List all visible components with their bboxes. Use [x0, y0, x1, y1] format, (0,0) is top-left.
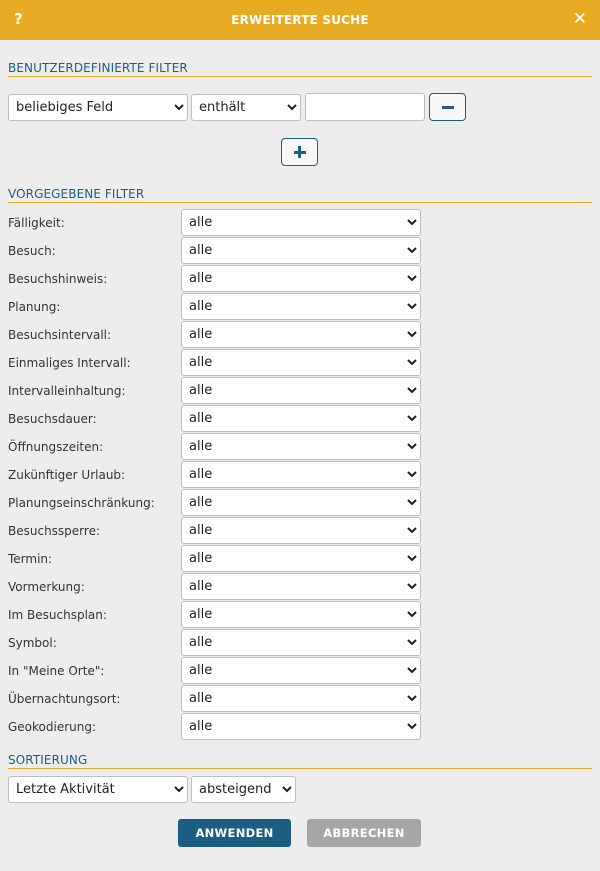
- filter-row: [0, 237, 600, 265]
- filter-row: [0, 461, 600, 489]
- help-icon[interactable]: ?: [14, 10, 23, 28]
- filter-row: [0, 573, 600, 601]
- filter-select[interactable]: [181, 461, 421, 488]
- filter-row: [0, 405, 600, 433]
- filter-row: [0, 349, 600, 377]
- remove-filter-button[interactable]: [429, 93, 466, 121]
- cancel-button[interactable]: ABBRECHEN: [307, 819, 421, 847]
- filter-label: Im Besuchsplan:: [8, 608, 107, 622]
- filter-select[interactable]: [181, 293, 421, 320]
- filter-row: [0, 433, 600, 461]
- filter-row: [0, 657, 600, 685]
- filter-label: Fälligkeit:: [8, 216, 65, 230]
- filter-select[interactable]: [181, 713, 421, 740]
- filter-label: Besuchsdauer:: [8, 412, 97, 426]
- filter-row: [0, 601, 600, 629]
- filter-row: [0, 209, 600, 237]
- filter-row: [0, 545, 600, 573]
- filter-select[interactable]: [181, 237, 421, 264]
- filter-row: [0, 321, 600, 349]
- filter-select[interactable]: [181, 265, 421, 292]
- filter-label: In "Meine Orte":: [8, 664, 105, 678]
- filter-select[interactable]: [181, 209, 421, 236]
- filter-select[interactable]: [181, 601, 421, 628]
- dialog-titlebar: [0, 0, 600, 40]
- filter-label: Besuchsintervall:: [8, 328, 112, 342]
- filter-select[interactable]: [181, 321, 421, 348]
- filter-label: Zukünftiger Urlaub:: [8, 468, 126, 482]
- filter-row: [0, 377, 600, 405]
- filter-label: Geokodierung:: [8, 720, 97, 734]
- filter-label: Planung:: [8, 300, 61, 314]
- filter-select[interactable]: [181, 489, 421, 516]
- filter-select[interactable]: [181, 377, 421, 404]
- filter-label: Öffnungszeiten:: [8, 440, 104, 454]
- filter-select[interactable]: [181, 545, 421, 572]
- filter-label: Übernachtungsort:: [8, 692, 121, 706]
- dialog-title: ERWEITERTE SUCHE: [231, 13, 369, 27]
- custom-filter-operator-select[interactable]: [191, 94, 301, 121]
- filter-select[interactable]: [181, 433, 421, 460]
- filter-select[interactable]: [181, 685, 421, 712]
- sorting-section-title: SORTIERUNG: [8, 753, 592, 769]
- filter-label: Besuch:: [8, 244, 56, 258]
- filter-select[interactable]: [181, 517, 421, 544]
- plus-icon: [294, 146, 306, 158]
- filter-row: [0, 293, 600, 321]
- minus-icon: [442, 106, 454, 109]
- filter-label: Planungseinschränkung:: [8, 496, 155, 510]
- filter-select[interactable]: [181, 349, 421, 376]
- filter-label: Vormerkung:: [8, 580, 85, 594]
- filter-label: Besuchshinweis:: [8, 272, 108, 286]
- filter-row: [0, 265, 600, 293]
- filter-label: Intervalleinhaltung:: [8, 384, 126, 398]
- filter-row: [0, 517, 600, 545]
- add-filter-button[interactable]: [281, 138, 318, 166]
- filter-row: [0, 685, 600, 713]
- filter-select[interactable]: [181, 629, 421, 656]
- custom-filter-section-title: BENUTZERDEFINIERTE FILTER: [8, 61, 592, 77]
- close-icon[interactable]: ✕: [572, 9, 587, 29]
- predefined-filter-section-title: VORGEGEBENE FILTER: [8, 187, 592, 203]
- custom-filter-field-select[interactable]: [8, 94, 188, 121]
- apply-button[interactable]: ANWENDEN: [178, 819, 291, 847]
- filter-label: Termin:: [8, 552, 53, 566]
- filter-label: Einmaliges Intervall:: [8, 356, 131, 370]
- custom-filter-value-input[interactable]: [305, 93, 425, 121]
- sort-direction-select[interactable]: [191, 776, 296, 803]
- filter-row: [0, 489, 600, 517]
- filter-label: Symbol:: [8, 636, 57, 650]
- filter-label: Besuchssperre:: [8, 524, 100, 538]
- filter-select[interactable]: [181, 405, 421, 432]
- filter-row: [0, 629, 600, 657]
- sort-field-select[interactable]: [8, 776, 188, 803]
- filter-select[interactable]: [181, 573, 421, 600]
- filter-select[interactable]: [181, 657, 421, 684]
- filter-row: [0, 713, 600, 741]
